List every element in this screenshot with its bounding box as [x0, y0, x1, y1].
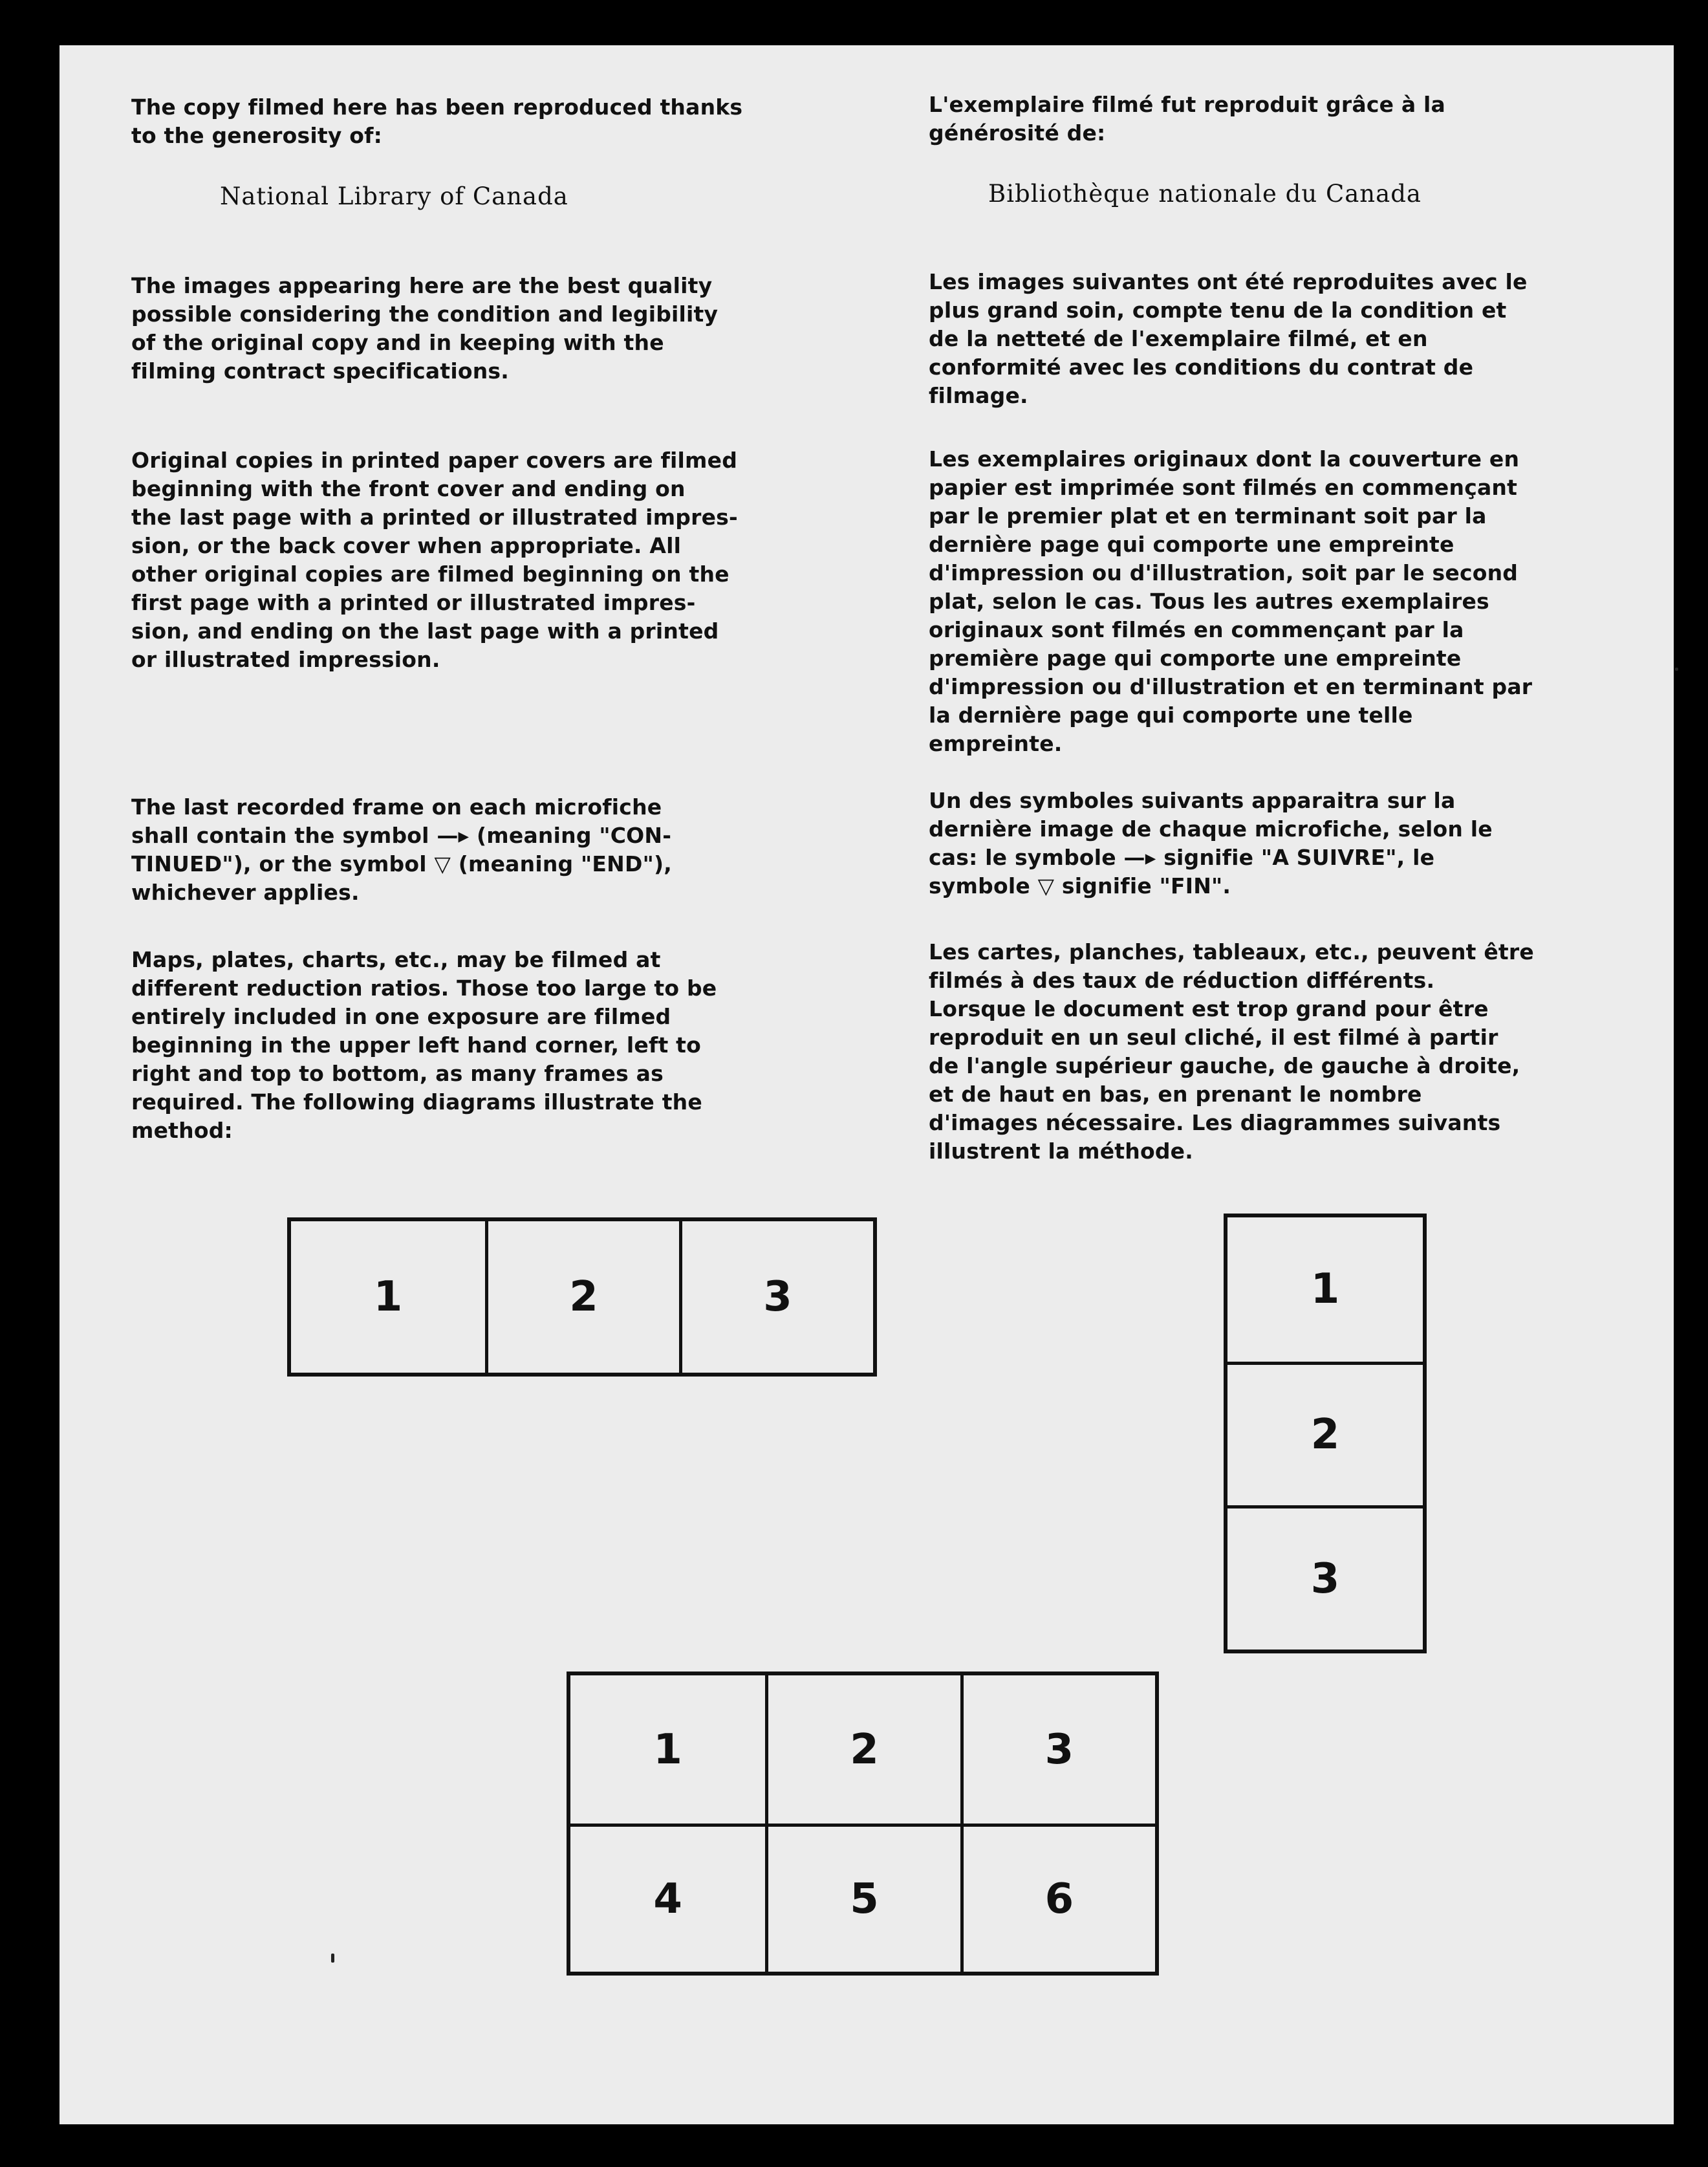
french-thanks: L'exemplaire filmé fut reproduit grâce à la générosité de:: [929, 92, 1446, 146]
grid-frame: 1: [653, 1725, 682, 1774]
french-institution: Bibliothèque nationale du Canada: [988, 180, 1422, 208]
grid-frame: 5: [765, 1824, 960, 1972]
english-frame-symbols: The last recorded frame on each microfiche shall contain the symbol —▸ (meaning "CON- TINUED"), or the symbol ▽ (meaning "END"), whichever applies.: [131, 794, 672, 905]
grid-frame: 4: [570, 1824, 765, 1972]
grid-diagram: [567, 1672, 1159, 1976]
row-frame: 2: [485, 1221, 679, 1373]
french-quality: Les images suivantes ont été reproduites avec le plus grand soin, compte tenu de la condition et de la netteté de l'exemplaire filmé, et en conformité avec les conditions du contrat de filmage.: [929, 269, 1528, 408]
grid-frame: 6: [960, 1824, 1155, 1972]
row-frame: 1: [373, 1273, 403, 1321]
english-maps: Maps, plates, charts, etc., may be filmed at different reduction ratios. Those too large to be entirely included in one exposure are filmed beginning in the upper left hand corner, left to right and top to bottom, as many frames as required. The following diagrams illustrate the method:: [131, 947, 717, 1143]
scan-speck: [1675, 668, 1678, 671]
english-covers: Original copies in printed paper covers are filmed beginning with the front cover and ending on the last page with a printed or illustrated impres- sion, or the back cover when appropriate. All other original copies are filmed beginning on the first page with a printed or illustrated impres- sion, and ending on the last page with a printed or illustrated impression.: [131, 448, 738, 672]
column-diagram: [1224, 1214, 1427, 1653]
row-frame: 3: [679, 1221, 873, 1373]
column-frame: 2: [1227, 1362, 1423, 1506]
grid-frame: 2: [765, 1675, 960, 1824]
english-institution: National Library of Canada: [220, 182, 568, 210]
english-thanks: The copy filmed here has been reproduced thanks to the generosity of:: [131, 94, 743, 148]
scan-speck: [331, 1954, 334, 1963]
english-quality: The images appearing here are the best quality possible considering the condition and legibility of the original copy and in keeping with the filming contract specifications.: [131, 273, 719, 384]
french-frame-symbols: Un des symboles suivants apparaitra sur la dernière image de chaque microfiche, selon le cas: le symbole —▸ signifie "A SUIVRE", le symbole ▽ signifie "FIN".: [929, 788, 1493, 898]
french-covers: Les exemplaires originaux dont la couverture en papier est imprimée sont filmés en commençant par le premier plat et en terminant soit par la dernière page qui comporte une empreinte d'impression ou d'illustration, soit par le second plat, selon le cas. Tous les autres exemplaires originaux sont filmés en commençant par la première page qui comporte une empreinte d'impression ou d'illustration et en terminant par la dernière page qui comporte une telle empreinte.: [929, 446, 1533, 756]
column-frame: 3: [1227, 1505, 1423, 1650]
french-maps: Les cartes, planches, tableaux, etc., peuvent être filmés à des taux de réduction différents. Lorsque le document est trop grand pour être reproduit en un seul cliché, il est filmé à partir de l'angle supérieur gauche, de gauche à droite, et de haut en bas, en prenant le nombre d'images nécessaire. Les diagrammes suivants illustrent la méthode.: [929, 939, 1534, 1164]
row-diagram: [287, 1217, 877, 1377]
grid-frame: 3: [960, 1675, 1155, 1824]
column-frame: 1: [1310, 1265, 1340, 1314]
